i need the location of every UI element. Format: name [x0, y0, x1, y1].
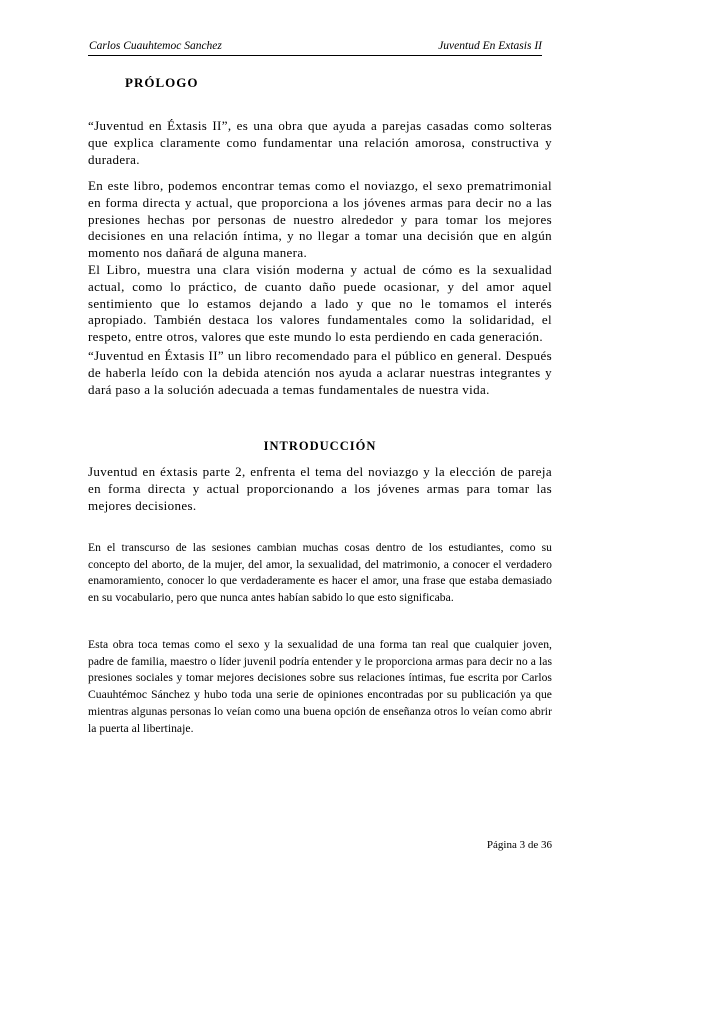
header-book-title: Juventud En Extasis II [438, 40, 542, 52]
prologo-paragraph-3: El Libro, muestra una clara visión moderna y actual de cómo es la sexualidad actual, como lo práctico, de cuanto daño puede ocasionar, y del amor aquel sentimiento que lo estamos dejando a lado y que no le tomamos el interés apropiado. También destaca los valores fundamentales como la solidaridad, el respeto, entre otros, valores que este mundo lo esta perdiendo en cada generación. [88, 262, 552, 345]
page-number: Página 3 de 36 [486, 839, 552, 851]
prologo-heading: PRÓLOGO [125, 75, 199, 90]
introduccion-paragraph-1: Juventud en éxtasis parte 2, enfrenta el tema del noviazgo y la elección de pareja en forma directa y actual proporcionando a los jóvenes armas para tomar las mejores decisiones. [88, 464, 552, 513]
header-author: Carlos Cuauhtemoc Sanchez [89, 40, 222, 52]
introduccion-paragraph-2: En el transcurso de las sesiones cambian muchas cosas dentro de los estudiantes, como su concepto del aborto, de la mujer, del amor, la sexualidad, del matrimonio, a conocer el verdadero enamoramiento, conocer lo que verdaderamente es hacer el amor, una frase que estaba demasiado en su vocabulario, pero que nunca antes habían sabido lo que esto significaba. [88, 541, 552, 605]
prologo-paragraph-2: En este libro, podemos encontrar temas como el noviazgo, el sexo prematrimonial en forma directa y actual, que proporciona a los jóvenes armas para decir no a las presiones hechas por personas de nuestro alrededor y para tomar los mejores decisiones en una relación íntima, y no llegar a tomar una decisión que en algún momento nos dañará de alguna manera. [88, 178, 552, 261]
introduccion-paragraph-3: Esta obra toca temas como el sexo y la sexualidad de una forma tan real que cualquier joven, padre de familia, maestro o líder juvenil podría entender y le proporciona armas para decir no a las presiones sociales y tomar mejores decisiones sobre sus relaciones íntimas, fue escrita por Carlos Cuauhtémoc Sánchez y hubo toda una serie de opiniones encontradas por su publicación ya que mientras algunas personas lo veían como una buena opción de enseñanza otros lo veían como abrir la puerta al libertinaje. [88, 638, 552, 735]
prologo-paragraph-4: “Juventud en Éxtasis II” un libro recomendado para el público en general. Después de haberla leído con la debida atención nos ayuda a aclarar nuestras integrantes y dará paso a la solución adecuada a temas fundamentales de nuestra vida. [88, 348, 552, 397]
prologo-paragraph-1: “Juventud en Éxtasis II”, es una obra que ayuda a parejas casadas como solteras que explica claramente como fundamentar una relación amorosa, constructiva y duradera. [88, 118, 552, 167]
page-header [88, 38, 542, 56]
introduccion-heading: INTRODUCCIÓN [263, 439, 377, 453]
